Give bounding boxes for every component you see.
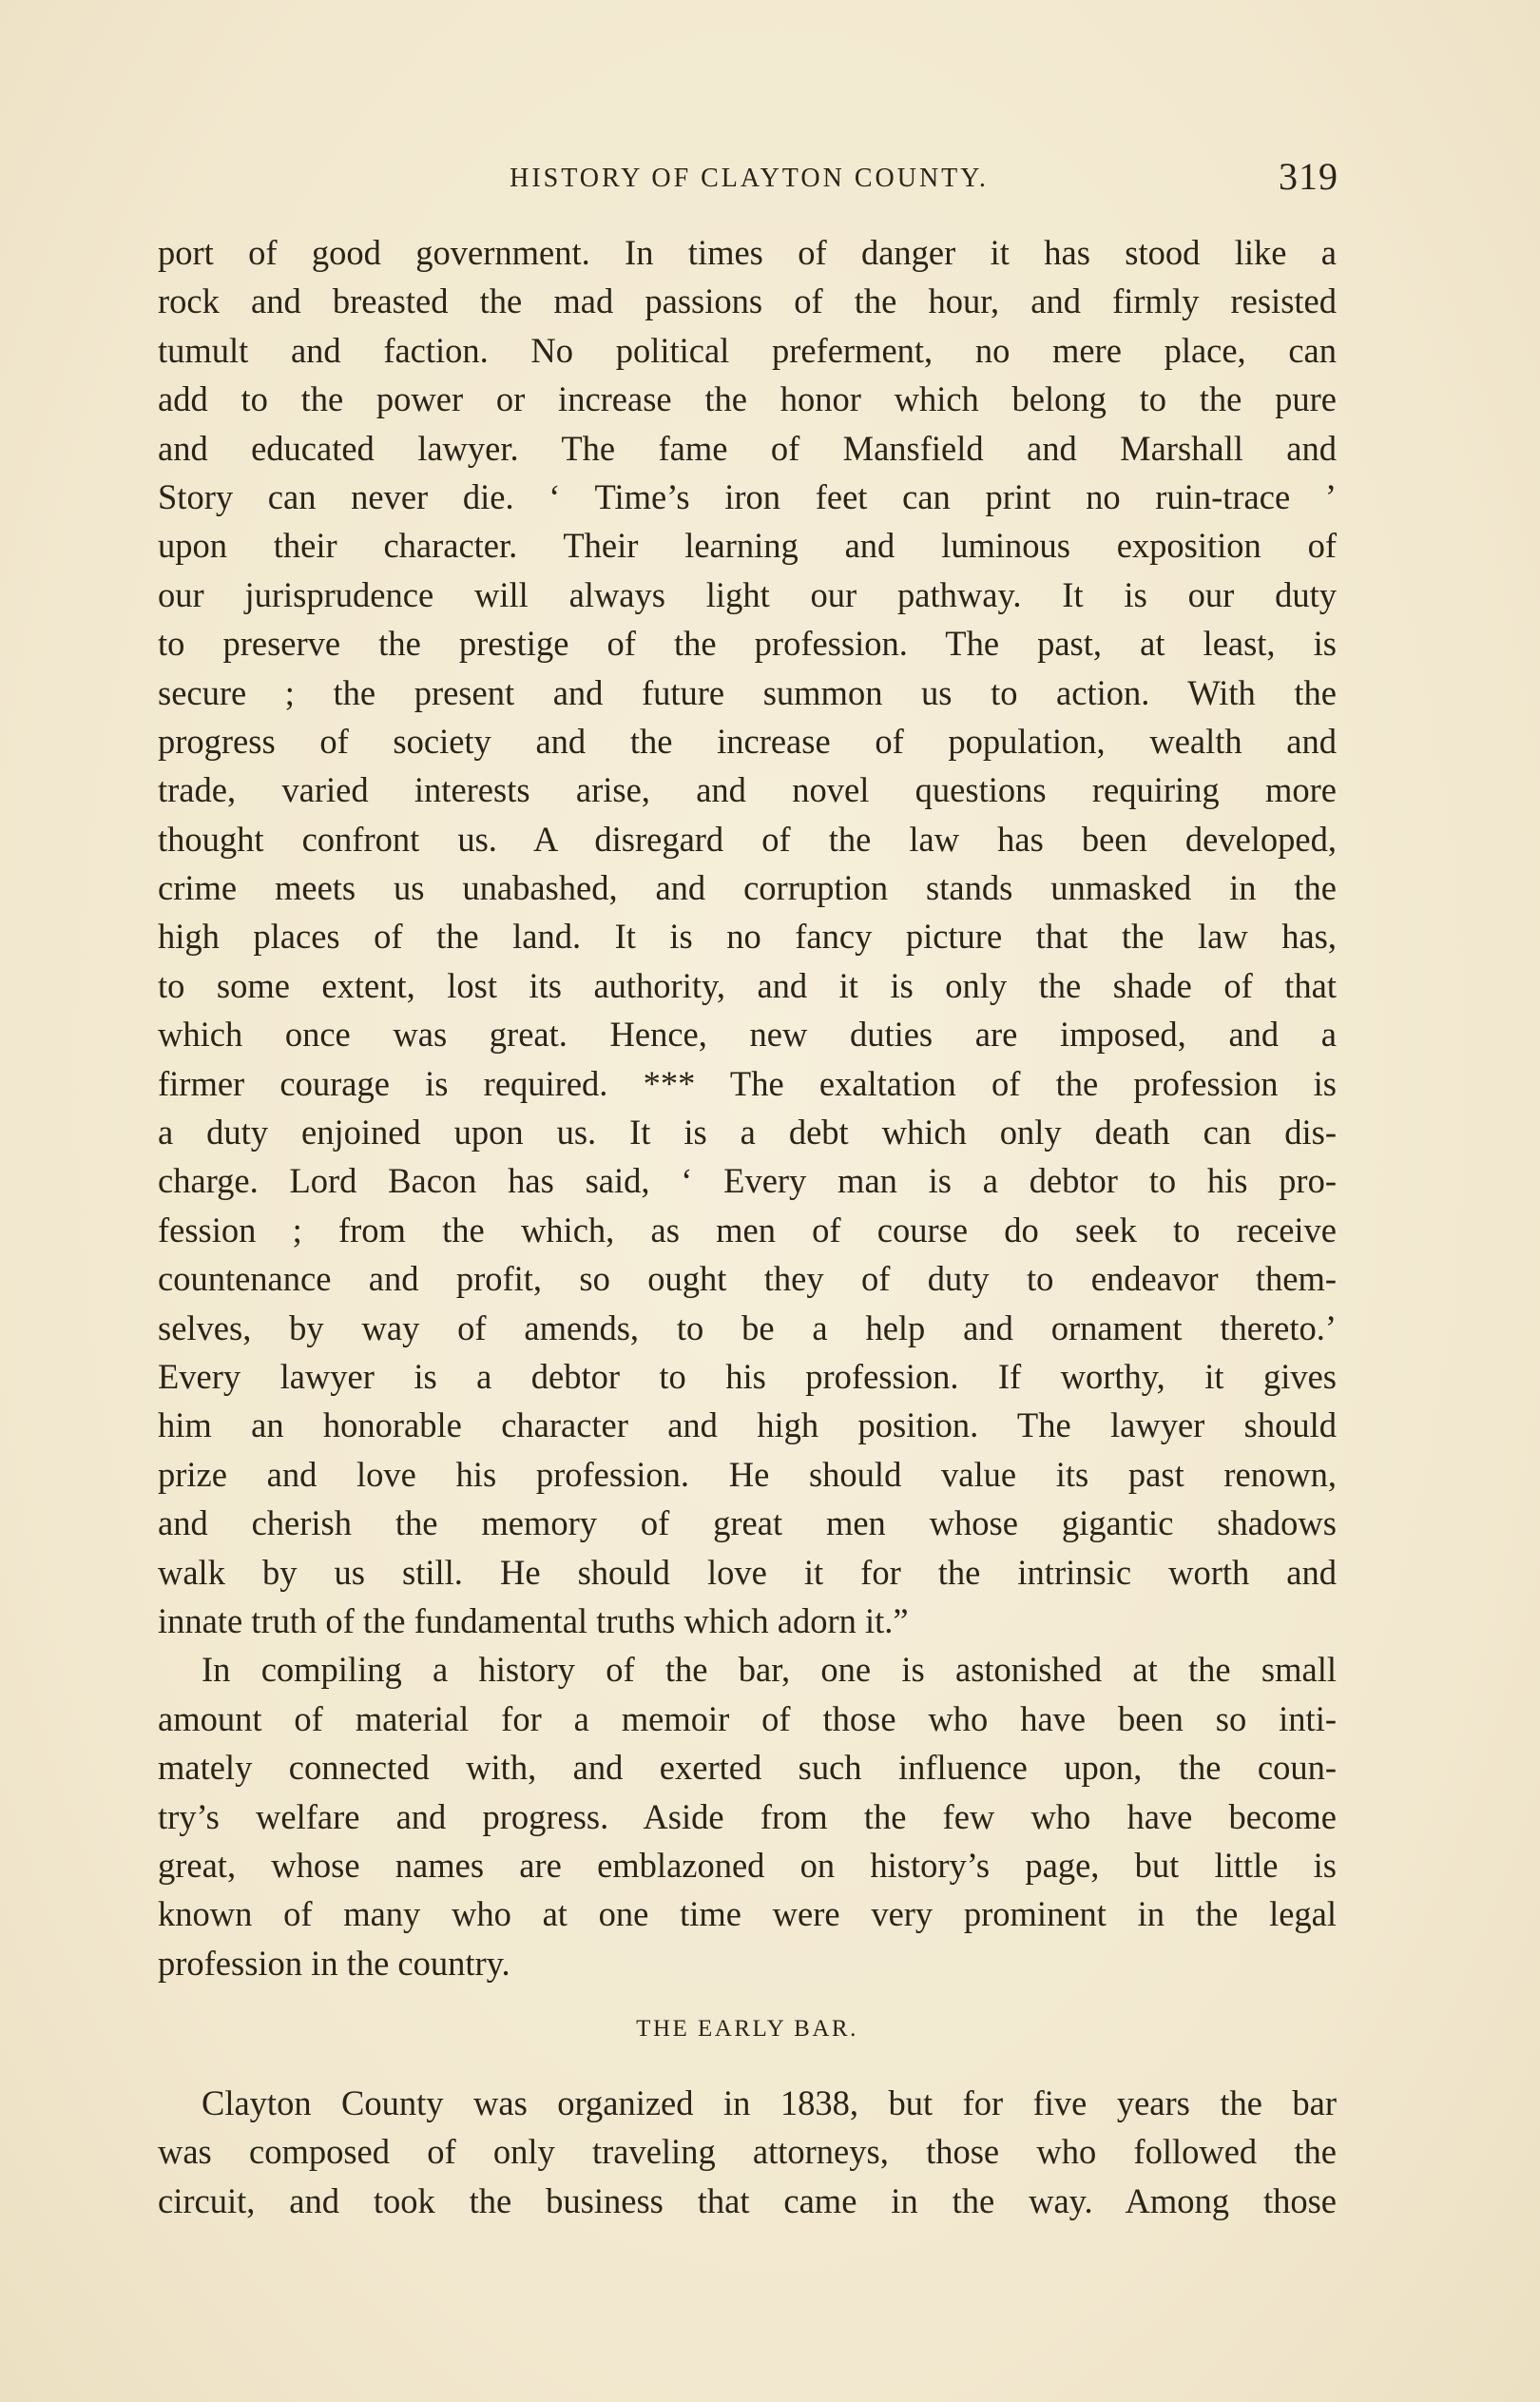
text-line: port of good government. In times of danger it has stood like a [158, 233, 1337, 272]
page-number: 319 [1279, 155, 1338, 198]
text-line: mately connected with, and exerted such influence upon, the coun- [158, 1748, 1337, 1788]
text-line: charge. Lord Bacon has said, ‘ Every man is a debtor to his pro- [158, 1161, 1337, 1201]
text-line: amount of material for a memoir of those who have been so inti- [158, 1698, 1337, 1738]
paragraph-history-of-bar [158, 1645, 1337, 1987]
text-line: him an honorable character and high position. The lawyer should [158, 1405, 1337, 1445]
text-line: innate truth of the fundamental truths which adorn it.” [158, 1600, 909, 1640]
text-line: was composed of only traveling attorneys, those who followed the [158, 2132, 1337, 2172]
text-line: countenance and profit, so ought they of duty to endeavor them- [158, 1259, 1337, 1299]
text-line: a duty enjoined upon us. It is a debt which only death can dis- [158, 1113, 1337, 1153]
text-line: rock and breasted the mad passions of the hour, and firmly resisted [158, 281, 1337, 321]
text-line: add to the power or increase the honor which belong to the pure [158, 379, 1337, 419]
text-line: selves, by way of amends, to be a help and ornament thereto.’ [158, 1308, 1337, 1347]
text-line: In compiling a history of the bar, one is astonished at the small [202, 1650, 1337, 1690]
text-line: firmer courage is required. *** The exaltation of the profession is [158, 1063, 1337, 1103]
text-line: profession in the country. [158, 1943, 510, 1983]
text-line: to some extent, lost its authority, and it is only the shade of that [158, 965, 1337, 1005]
text-line: fession ; from the which, as men of course do seek to receive [158, 1210, 1337, 1249]
body-text [158, 228, 1337, 2225]
section-heading: THE EARLY BAR. [636, 2016, 858, 2043]
text-line: trade, varied interests arise, and novel questions requiring more [158, 770, 1337, 810]
paragraph-quotation-continued [158, 228, 1337, 1645]
text-line: circuit, and took the business that came in the way. Among those [158, 2180, 1337, 2220]
text-line: to preserve the prestige of the profession. The past, at least, is [158, 624, 1337, 664]
text-line: Every lawyer is a debtor to his profession. If worthy, it gives [158, 1356, 1337, 1396]
paragraph-early-bar [158, 2079, 1337, 2225]
text-line: high places of the land. It is no fancy picture that the law has, [158, 917, 1337, 957]
text-line: and cherish the memory of great men whose gigantic shadows [158, 1503, 1337, 1543]
text-line: progress of society and the increase of population, wealth and [158, 721, 1337, 761]
running-header [160, 155, 1338, 198]
text-line: secure ; the present and future summon us to action. With the [158, 672, 1337, 712]
text-line: tumult and faction. No political preferment, no mere place, can [158, 330, 1337, 370]
text-line: and educated lawyer. The fame of Mansfield and Marshall and [158, 428, 1337, 468]
text-line: crime meets us unabashed, and corruption stands unmasked in the [158, 868, 1337, 908]
text-line: walk by us still. He should love it for the intrinsic worth and [158, 1552, 1337, 1592]
text-line: known of many who at one time were very prominent in the legal [158, 1894, 1337, 1934]
text-line: upon their character. Their learning and luminous exposition of [158, 526, 1337, 566]
text-line: great, whose names are emblazoned on history’s page, but little is [158, 1845, 1337, 1885]
text-line: try’s welfare and progress. Aside from the few who have become [158, 1796, 1337, 1836]
text-line: prize and love his profession. He should value its past renown, [158, 1454, 1337, 1494]
text-line: which once was great. Hence, new duties are imposed, and a [158, 1015, 1337, 1055]
text-line: Story can never die. ‘ Time’s iron feet can print no ruin-trace ’ [158, 476, 1337, 516]
running-title: HISTORY OF CLAYTON COUNTY. [510, 164, 989, 193]
text-line: Clayton County was organized in 1838, but for five years the bar [202, 2083, 1337, 2123]
text-line: thought confront us. A disregard of the law has been developed, [158, 819, 1337, 859]
text-line: our jurisprudence will always light our pathway. It is our duty [158, 574, 1337, 614]
